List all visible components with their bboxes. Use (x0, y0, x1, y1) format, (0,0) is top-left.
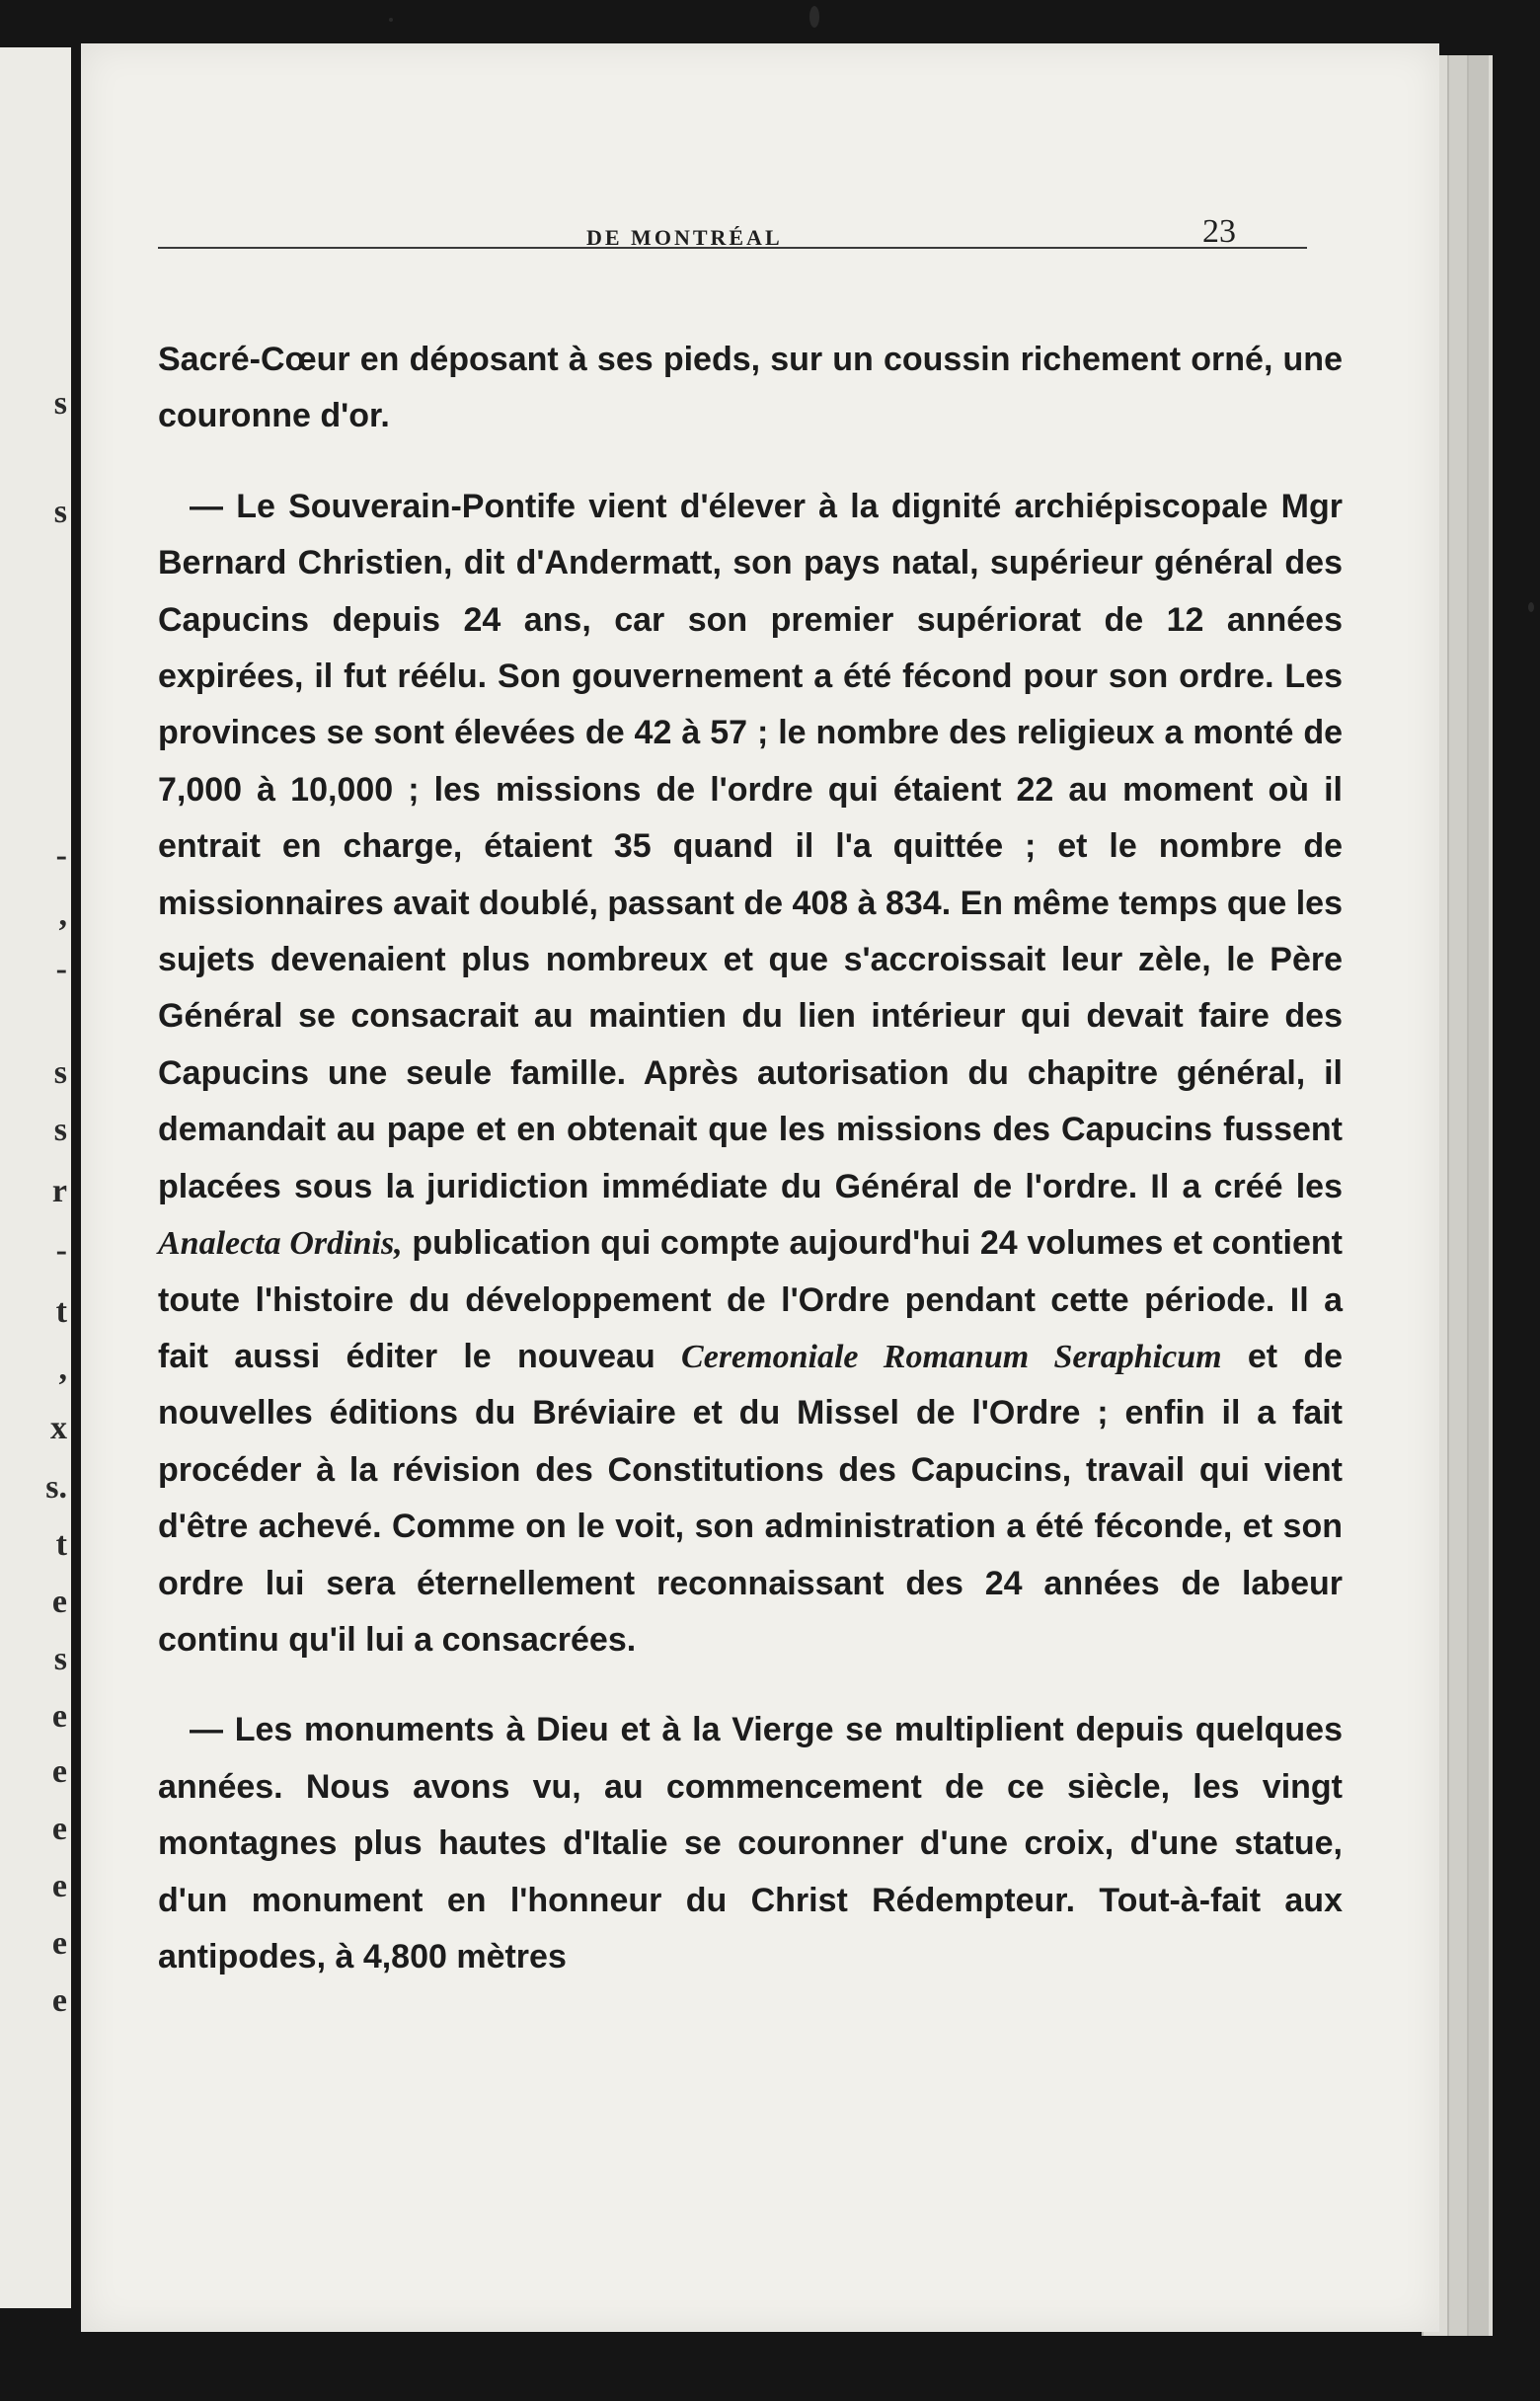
margin-fragment: s (53, 1641, 67, 1677)
scan-speck (389, 18, 393, 22)
text-run: publication qui compte aujourd'hui 24 volumes et contient toute l'histoire du développement de l'Ordre pendant cette période. Il a fait aussi éditer le nouveau (158, 1224, 1343, 1375)
running-title: DE MONTRÉAL (586, 225, 783, 250)
margin-fragment: s (53, 1054, 67, 1091)
page-number: 23 (1202, 213, 1236, 250)
text-run: et de nouvelles éditions du Bréviaire et du Missel de l'Ordre ; enfin il a fait procéder à la révision des Constitutions des Capucins, travail qui vient d'être achevé. Comme on le voit, son administration a été féconde, et son ordre lui sera éternellement reconnaissant des 24 années de labeur continu qu'il lui a consacrées. (158, 1337, 1343, 1659)
margin-fragment: e (51, 1868, 67, 1904)
text-run: — Les monuments à Dieu et à la Vierge se multiplient depuis quelques années. Nous avons vu, au commencement de ce siècle, les vingt montagnes plus hautes d'Italie se couronner d'une croix, d'une statue, d'un monument en l'honneur du Christ Rédempteur. Tout-à-fait aux antipodes, à 4,800 mètres (158, 1711, 1343, 1975)
margin-fragment: e (51, 1925, 67, 1962)
header-rule (158, 247, 1307, 249)
paragraph (158, 1702, 1343, 1985)
paragraph (158, 479, 1343, 1669)
margin-fragment: - (55, 837, 67, 874)
paragraph (158, 332, 1343, 445)
margin-fragment: s (53, 494, 67, 530)
running-head (81, 174, 1439, 250)
text-run: Sacré-Cœur en déposant à ses pieds, sur un coussin richement orné, une couronne d'or. (158, 341, 1343, 435)
margin-fragment: , (58, 1351, 67, 1387)
margin-fragment: , (58, 896, 67, 933)
italic-title: Analecta Ordinis, (158, 1225, 403, 1263)
margin-fragment: e (51, 1698, 67, 1735)
margin-fragment: - (55, 1232, 67, 1269)
margin-fragment: - (55, 951, 67, 987)
margin-fragment: x (50, 1410, 67, 1446)
margin-fragment: s (53, 385, 67, 422)
margin-fragment: e (51, 1982, 67, 2019)
text-run: — Le Souverain-Pontife vient d'élever à la dignité archiépiscopale Mgr Bernard Christien, dit d'Andermatt, son pays natal, supérieur général des Capucins depuis 24 ans, car son premier supériorat de 12 années expirées, il fut réélu. Son gouvernement a été fécond pour son ordre. Les provinces se sont élevées de 42 à 57 ; le nombre des religieux a monté de 7,000 à 10,000 ; les missions de l'ordre qui étaient 22 au moment où il entrait en charge, étaient 35 quand il l'a quittée ; et le nombre de missionnaires avait doublé, passant de 408 à 834. En même temps que les sujets devenaient plus nombreux et que s'accroissait leur zèle, le Père Général se consacrait au maintien du lien intérieur qui devait faire des Capucins une seule famille. Après autorisation du chapitre général, il demandait au pape et en obtenait que les missions des Capucins fussent placées sous la juridiction immédiate du Général de l'ordre. Il a créé les (158, 487, 1343, 1205)
body-text (158, 332, 1343, 1985)
margin-fragment: e (51, 1753, 67, 1790)
page-stack-edge (1467, 55, 1489, 2336)
italic-title: Ceremoniale Romanum Seraphicum (681, 1338, 1222, 1375)
adjacent-page-edge (0, 47, 71, 2308)
margin-fragment: r (51, 1173, 67, 1209)
scan-speck (809, 6, 819, 28)
margin-fragment: s (53, 1112, 67, 1148)
margin-fragment: s. (45, 1469, 67, 1506)
margin-fragment: t (55, 1293, 67, 1330)
margin-fragment: e (51, 1811, 67, 1847)
margin-fragment: t (55, 1526, 67, 1563)
book-page (81, 43, 1439, 2332)
margin-fragment: e (51, 1584, 67, 1620)
scan-speck (1528, 602, 1534, 612)
